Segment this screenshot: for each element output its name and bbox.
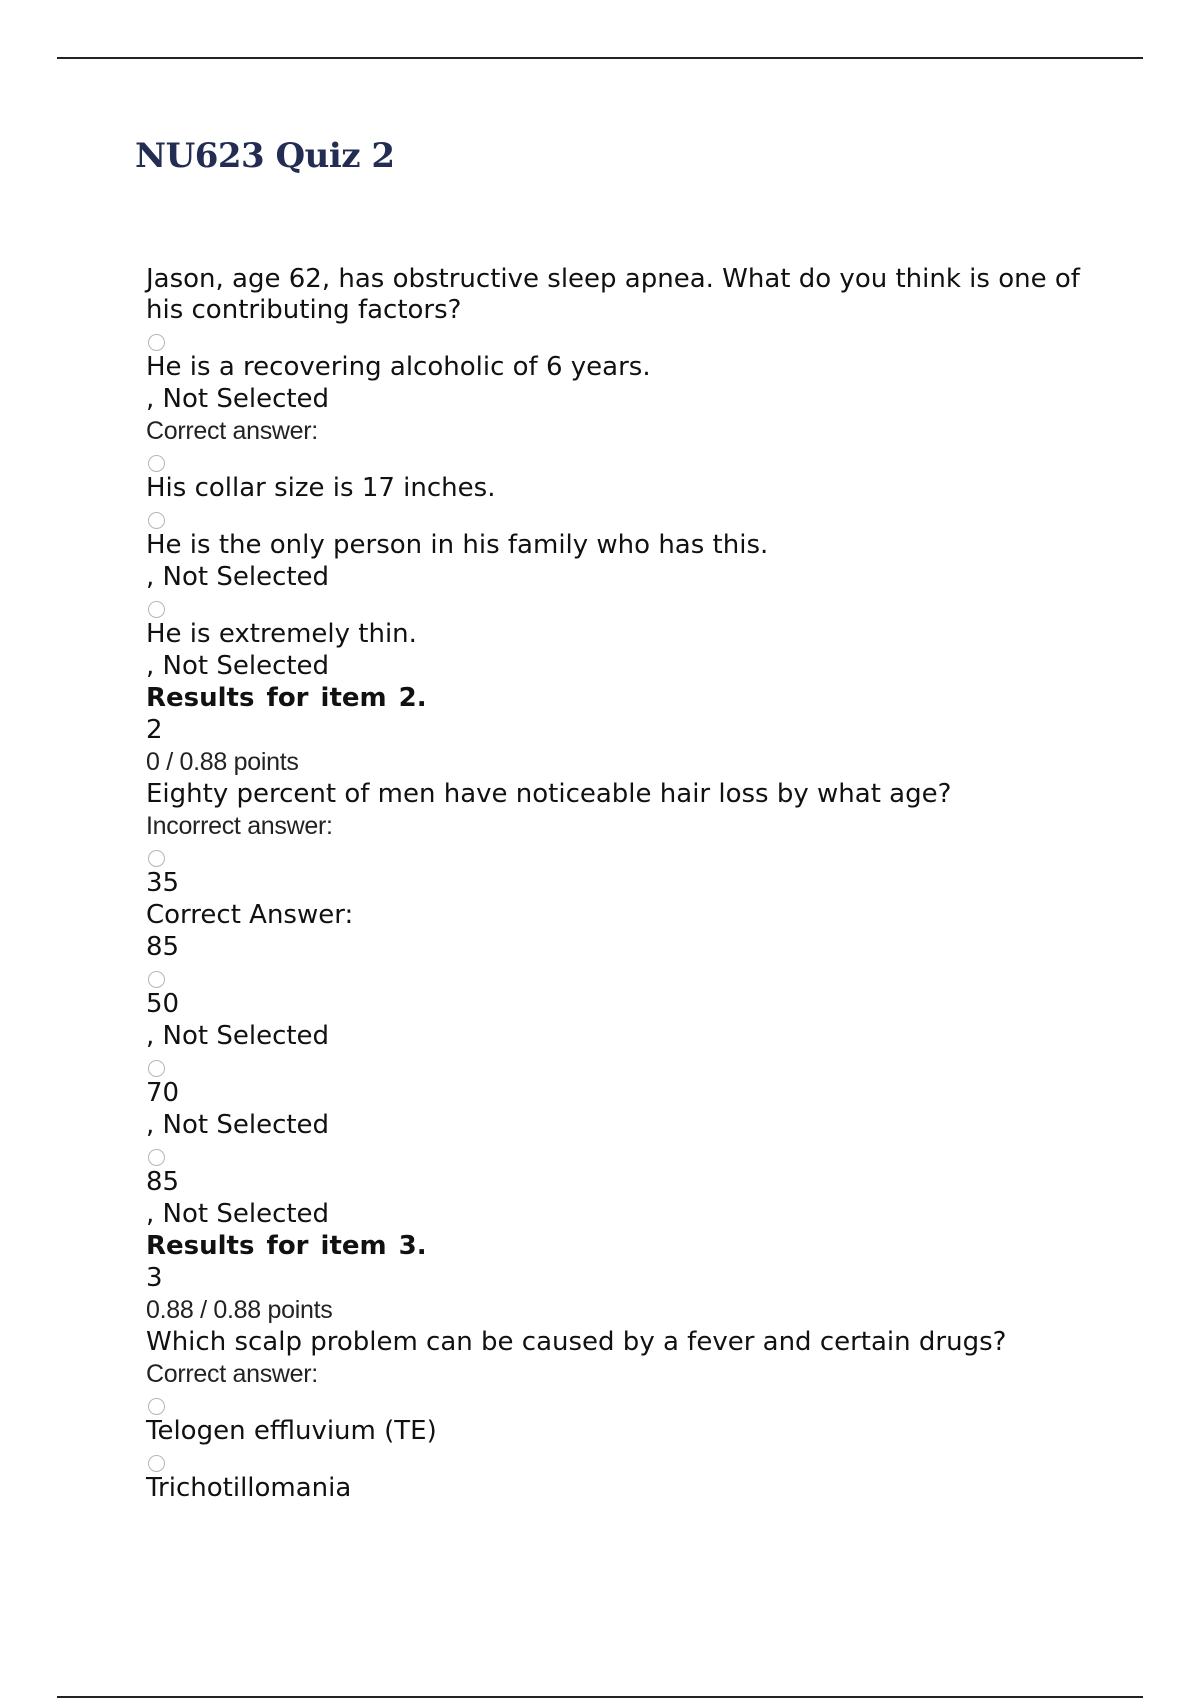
radio-button[interactable]	[148, 601, 165, 618]
not-selected-note: , Not Selected	[146, 384, 330, 414]
item-number: 3	[146, 1263, 163, 1293]
option-text: He is a recovering alcoholic of 6 years.	[146, 352, 651, 382]
correct-answer-label: Correct answer:	[146, 417, 318, 445]
not-selected-note: , Not Selected	[146, 1021, 330, 1051]
radio-button[interactable]	[148, 971, 165, 988]
not-selected-note: , Not Selected	[146, 651, 330, 681]
correct-answer-label: Correct Answer:	[146, 900, 354, 930]
top-rule	[57, 57, 1143, 59]
option-text: His collar size is 17 inches.	[146, 473, 496, 503]
radio-button[interactable]	[148, 850, 165, 867]
incorrect-answer-label: Incorrect answer:	[146, 812, 333, 840]
radio-button[interactable]	[148, 455, 165, 472]
points-score: 0 / 0.88 points	[146, 748, 299, 776]
question-text: Eighty percent of men have noticeable hair loss by what age?	[146, 779, 952, 809]
correct-answer-label: Correct answer:	[146, 1360, 318, 1388]
radio-button[interactable]	[148, 1455, 165, 1472]
points-score: 0.88 / 0.88 points	[146, 1296, 333, 1324]
option-text: Telogen effluvium (TE)	[146, 1416, 437, 1446]
radio-button[interactable]	[148, 1398, 165, 1415]
option-text: 70	[146, 1078, 180, 1108]
not-selected-note: , Not Selected	[146, 1199, 330, 1229]
not-selected-note: , Not Selected	[146, 562, 330, 592]
results-heading: Results for item 3.	[146, 1231, 427, 1261]
question-text: Which scalp problem can be caused by a fever and certain drugs?	[146, 1327, 1007, 1357]
item-number: 2	[146, 715, 163, 745]
bottom-rule	[57, 1696, 1143, 1698]
not-selected-note: , Not Selected	[146, 1110, 330, 1140]
option-text: 85	[146, 1167, 180, 1197]
question-text: Jason, age 62, has obstructive sleep apnea. What do you think is one of his contributing factors?	[146, 264, 1080, 325]
quiz-content	[146, 264, 1106, 1504]
radio-button[interactable]	[148, 1149, 165, 1166]
results-heading: Results for item 2.	[146, 683, 427, 713]
option-text: 50	[146, 989, 180, 1019]
option-text: He is the only person in his family who has this.	[146, 530, 769, 560]
option-text: He is extremely thin.	[146, 619, 417, 649]
radio-button[interactable]	[148, 334, 165, 351]
correct-answer-value: 85	[146, 932, 180, 962]
radio-button[interactable]	[148, 1060, 165, 1077]
radio-button[interactable]	[148, 512, 165, 529]
option-text: 35	[146, 868, 180, 898]
option-text: Trichotillomania	[146, 1473, 352, 1503]
page-title: NU623 Quiz 2	[135, 136, 395, 176]
